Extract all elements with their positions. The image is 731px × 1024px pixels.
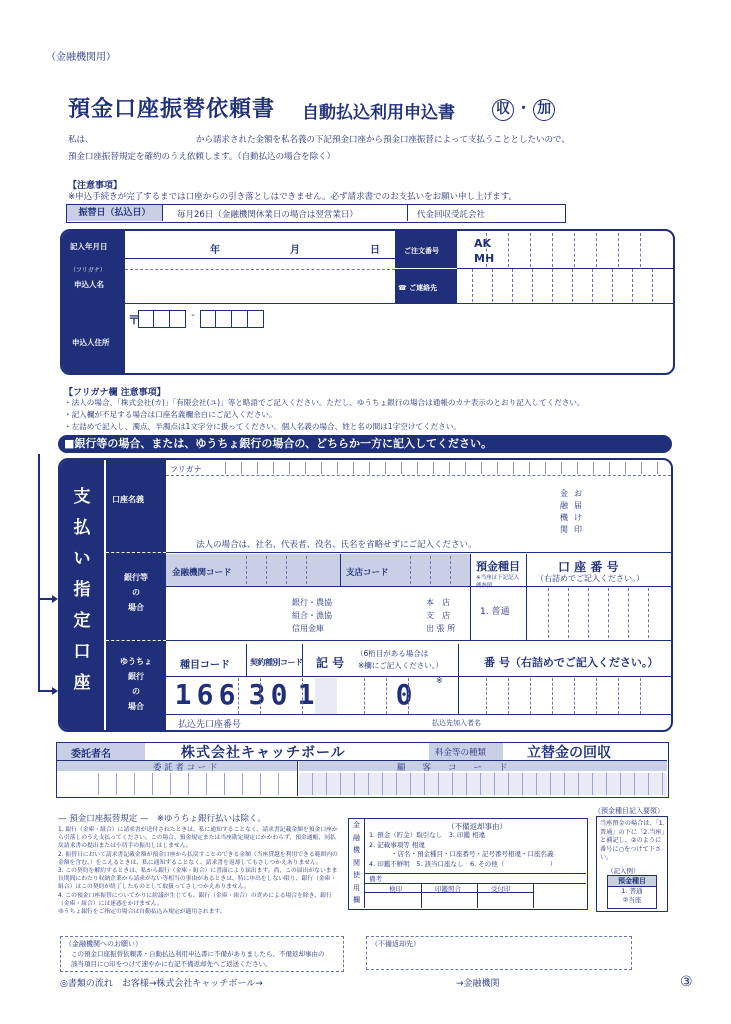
order-code-mh: MH	[474, 252, 495, 265]
bank-instruction-banner: ■銀行等の場合、または、ゆうちょ銀行の場合の、どちらか一方に記入してください。	[58, 435, 672, 453]
order-number-label: ご注文番号	[404, 247, 439, 255]
postal-code-boxes[interactable]	[138, 310, 264, 328]
deposit-guide-heading: （預金種目記入要領）	[594, 807, 664, 815]
payment-side-label	[60, 460, 104, 730]
rules-text: 1. 銀行（金庫・組合）に請求書が送付されたときは、私に通知することなく、請求書記載金額を預金口座から引落しのうえ支払ってください。この場合、預金規定または当座勘定規定にかかわらず、預金通帳、同払戻請求書の提出または小切手の振出しはしません。 2. 振替日において請求書記載金額が預金口座から払戻すことのできる金額（当座貸越を利用できる範囲内の金額を含む。）をこえるときは、私に通知することなく、請求書を返却してもさしつかえありません。 3. この契約を解約するときは、私から銀行（金庫・組合）に書面により届出ます。尚、この届出がないまま長期間にわたり収納企業から請求がない等相当の事由があるときは、特に申出をしない限り、銀行（金庫・組合）はこの契約が終了したものとして取扱ってさしつかえありません。 4. この預金口座振替についてかりに紛議が生じても、銀行（金庫・組合）の責めによる場合を除き、銀行（金庫・組合）には迷惑をかけません。 ゆうちょ銀行をご指定の場合は自動払込み規定が適用されます。	[58, 827, 338, 916]
furigana-notice-heading: 【フリガナ欄 注意事項】	[64, 388, 166, 398]
dot-separator: ・	[516, 101, 531, 117]
document-flow: ◎書類の流れ お客様→株式会社キャッチボール→	[60, 979, 263, 989]
seal-column-1: 金 融 機 関	[560, 489, 568, 534]
return-destination-label: （不備返却先）	[371, 940, 420, 948]
month-label: 月	[290, 245, 300, 256]
form-copy-label: （金融機関用）	[46, 52, 116, 63]
deposit-guide-box	[596, 816, 668, 912]
year-label: 年	[210, 245, 220, 256]
transfer-date-row	[66, 204, 566, 223]
applicant-name-label: 申込人名	[74, 280, 104, 289]
return-reasons-heading: （不備返却事由）	[447, 822, 507, 831]
example-current: ②当座	[622, 896, 642, 904]
account-name-label: 口座名義	[112, 495, 144, 504]
asterisk-mark: ※	[436, 676, 443, 685]
return-reasons-list: 1. 預金（貯金）取引なし 3. 印鑑 相違 2. 記載事項等 相違 ・店名・預金種目・口座番号・記号番号相違・口座名義 4. 印鑑不鮮明 5. 該当口座なし 6. その他（ ）	[369, 831, 557, 868]
page-number: ③	[680, 974, 693, 990]
order-code-ak: AK	[474, 237, 492, 250]
customer-code-label: 顧 客 コ ー ド	[397, 763, 508, 773]
bank-request-text-2: 該当項目に○印をつけて速やかに右記不備返却先へご返送ください。	[71, 960, 272, 968]
receipt-stamp-label: 受付印	[491, 885, 511, 893]
bank-request-text-1: この預金口座振替依頼書・自動払込利用申込書に不備がありましたら、不備返却事由の	[71, 950, 325, 958]
symbol-note-1: （6桁目がある場合は	[356, 649, 429, 658]
applicant-section	[60, 229, 675, 375]
contact-label: ☎ ご連絡先	[398, 284, 438, 292]
customer-code-grid[interactable]	[299, 773, 667, 795]
payment-side-chars: 支 払 い 指 定 口 座	[73, 487, 91, 693]
consignor-code-label: 委 託 者 コ ー ド	[153, 763, 218, 773]
yucho-case-label: ゆうちょ 銀行 の 場合	[120, 657, 152, 711]
type-code-label: 種目コード	[180, 660, 230, 671]
rules-heading: — 預金口座振替規定 — ※ゆうちょ銀行払いは除く。	[58, 814, 266, 824]
bank-request-box	[60, 936, 344, 972]
deposit-type-label: 預金種目	[476, 560, 520, 573]
payee-name-label: 払込先加入者名	[432, 719, 481, 727]
furigana-notice-line2: ・記入欄が不足する場合は口座名義欄余白にご記入ください。	[64, 410, 277, 419]
yucho-digit-row[interactable]: 1 6 6 3 0 1 0	[174, 678, 413, 711]
bank-code-label: 金融機関コード	[172, 568, 232, 578]
furigana-notice-line3: ・左詰めで記入し、濁点、半濁点は1文字分に扱ってください。個人名義の場合、姓と名の間は1字空けてください。	[64, 422, 461, 431]
return-reasons-section	[348, 818, 588, 910]
intro-line1-prefix: 私は、	[68, 135, 94, 145]
bank-case-label: 銀行等 の 場合	[124, 573, 148, 612]
example-box	[607, 875, 657, 909]
form-title: 預金口座振替依頼書	[68, 97, 276, 122]
symbol-note-2: ※欄にご記入ください。）	[358, 661, 444, 670]
circle-collect: 収	[492, 99, 514, 121]
applicant-address-label: 申込人住所	[72, 338, 110, 347]
consignor-name-value: 株式会社キャッチボール	[181, 745, 346, 761]
contract-code-label: 契約種別コード	[250, 658, 303, 667]
account-number-label: 口 座 番 号	[558, 560, 619, 574]
day-label: 日	[370, 245, 380, 256]
return-destination-box	[366, 936, 632, 970]
account-furigana-label: フリガナ	[170, 465, 202, 474]
symbol-label: 記 号	[316, 656, 345, 670]
postal-mark: 〒	[128, 313, 141, 327]
example-heading: 預金種目	[608, 876, 656, 887]
corporate-name-note: 法人の場合は、社名、代表者、役名、氏名を省略せずにご記入ください。	[196, 540, 477, 550]
payment-account-section	[58, 458, 673, 732]
fee-type-label: 料金等の種類	[435, 748, 487, 758]
account-furigana-grid[interactable]	[210, 462, 670, 474]
example-label: （記入例）	[607, 867, 640, 875]
applicant-label-column	[62, 231, 125, 373]
collect-add-marks	[492, 98, 555, 121]
consignor-section	[56, 742, 669, 798]
notice-heading: 【注意事項】	[68, 181, 123, 191]
collection-agent-label: 代金回収受託会社	[417, 210, 486, 220]
account-number-note: （右詰めでご記入ください。）	[536, 574, 644, 583]
entry-date-label: 記入年月日	[70, 242, 108, 251]
furigana-notice-line1: ・法人の場合、「株式会社(カ)」「有限会社(ユ)」等と略語でご記入ください。ただし、ゆうちょ銀行の場合は通帳のカナ表示のとおり記入してください。	[64, 398, 585, 407]
postal-dash: -	[191, 310, 195, 321]
seal-column-2: お 届 け 印	[574, 489, 582, 534]
fee-type-value: 立替金の回収	[527, 745, 611, 761]
seal-verify-label: 印鑑照合	[435, 885, 461, 893]
consignor-name-label: 委託者名	[71, 749, 111, 760]
furigana-small-label: （フリガナ）	[70, 267, 106, 274]
number-label: 番 号（右詰めでご記入ください。）	[484, 656, 659, 669]
check-stamp-label: 検印	[389, 885, 402, 893]
intro-line2: 預金口座振替規定を確約のうえ依頼します。（自動払込の場合を除く）	[68, 152, 336, 162]
notice-text: ※申込手続きが完了するまでは口座からの引き落としはできません。必ず請求書でのお支払いをお願い申し上げます。	[68, 192, 517, 202]
branch-type-list: 本 店 支 店 出 張 所	[426, 598, 456, 633]
payee-account-label: 払込先口座番号	[178, 720, 242, 730]
circle-add: 加	[533, 99, 555, 121]
bank-use-side-label: 金 融 機 関 使 用 欄	[349, 819, 365, 908]
consignor-code-grid[interactable]	[81, 773, 295, 795]
deposit-type-value[interactable]: 1. 普通	[480, 607, 510, 617]
bank-type-list: 銀行・農協 組合・漁協 信用金庫	[292, 598, 332, 633]
form-subtitle: 自動払込利用申込書	[302, 103, 455, 123]
deposit-guide-text: 当座預金の場合は、「1.普通」の下に「2.当座」と補記し、②のように番号に○をつけて下さい。	[600, 820, 665, 861]
transfer-date-label: 振替日（払込日）	[67, 205, 163, 221]
intro-line1: から請求された金額を私名義の下記預金口座から預金口座振替によって支払うこととしたいので、	[196, 135, 570, 145]
remarks-label: 備考	[369, 875, 382, 883]
example-normal: 1. 普通	[621, 887, 643, 895]
transfer-date-value: 毎月26日（金融機関休業日の場合は翌営業日）	[177, 210, 358, 220]
branch-code-label: 支店コード	[346, 568, 389, 578]
bank-request-heading: （金融機関へのお願い）	[65, 940, 142, 948]
deposit-type-note: ※当座は下記記入例参照	[476, 575, 520, 589]
document-flow-bank: →金融機関	[456, 979, 500, 989]
